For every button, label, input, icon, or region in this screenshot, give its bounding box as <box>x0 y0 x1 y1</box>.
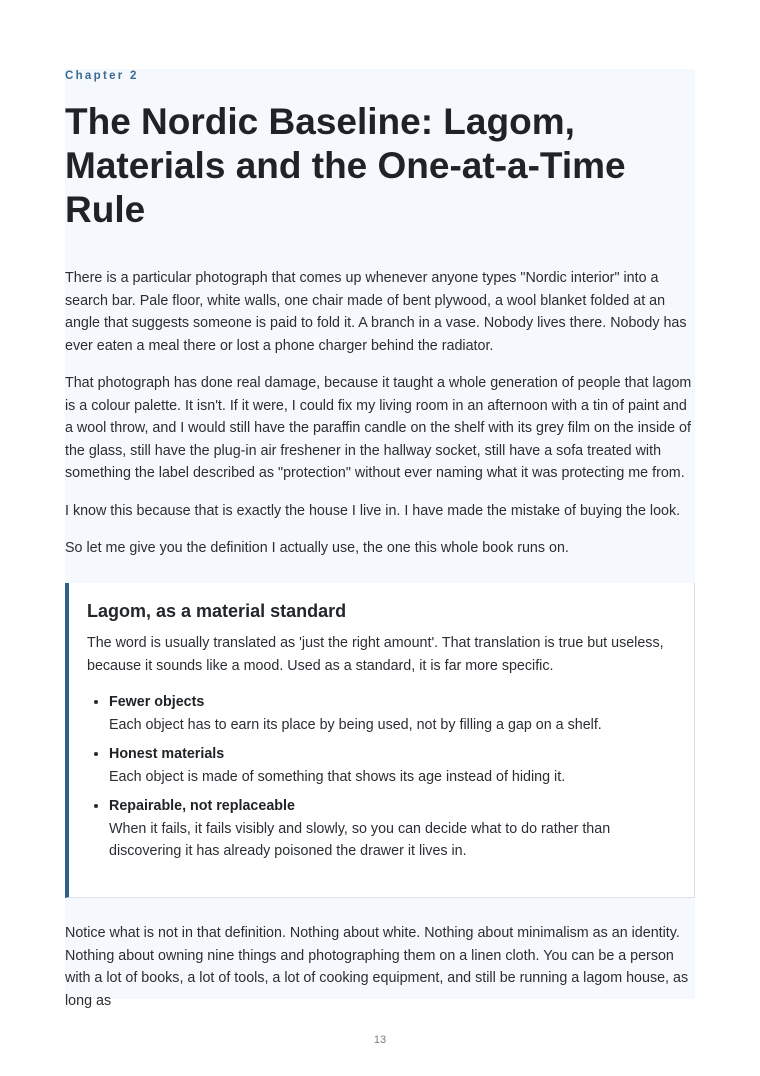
paragraph: There is a particular photograph that comes up whenever anyone types "Nordic interior" into a search bar. Pale floor, white walls, one chair made of bent plywood, a wool blanket folded at an angle that suggests someone is paid to fold it. A branch in a vase. Nobody lives there. Nobody has ever eaten a meal there or lost a phone charger behind the radiator. <box>65 270 687 354</box>
list-item-title: • Honest materials <box>109 746 225 762</box>
page-number: 13 <box>373 1034 387 1046</box>
continuation-text <box>65 922 695 1027</box>
paragraph: That photograph has done real damage, because it taught a whole generation of people that lagom is a colour palette. It isn't. If it were, I could fix my living room in an afternoon with a tin of paint and a wool throw, and I would still have the paraffin candle on the shelf with its grey film on the inside of the glass, still have the plug-in air freshener in the hallway socket, still have a sofa treated with something the label described as "protection" without ever naming what it was protecting me from. <box>65 375 692 481</box>
content-area <box>65 69 695 1009</box>
paragraph: So let me give you the definition I actually use, the one this whole book runs on. <box>65 540 569 556</box>
list-item-description: Each object is made of something that shows its age instead of hiding it. <box>109 768 566 785</box>
callout-intro: The word is usually translated as 'just the right amount'. That translation is true but useless, because it sounds like a mood. Used as a standard, it is far more specific. <box>87 635 664 674</box>
list-item-description: Each object has to earn its place by being used, not by filling a gap on a shelf. <box>109 716 602 733</box>
body-text <box>65 267 695 575</box>
callout-box <box>65 583 695 898</box>
paragraph: Notice what is not in that definition. Nothing about white. Nothing about minimalism as an identity. Nothing about owning nine things and photographing them on a linen cloth. You can be a person with a lot of books, a lot of tools, a lot of cooking equipment, and still be running a lagom house, as long as <box>65 925 689 1009</box>
paragraph: I know this because that is exactly the house I live in. I have made the mistake of buying the look. <box>65 502 681 519</box>
list-item <box>109 691 676 736</box>
chapter-label: Chapter 2 <box>65 70 139 82</box>
list-item-description: When it fails, it fails visibly and slowly, so you can decide what to do rather than discovering it has already poisoned the drawer it lives in. <box>109 820 611 859</box>
list-item <box>109 795 676 863</box>
callout-title: Lagom, as a material standard <box>87 601 347 621</box>
list-item-title: • Fewer objects <box>109 694 205 710</box>
list-item <box>109 743 676 788</box>
callout-list <box>87 691 676 863</box>
list-item-title: • Repairable, not replaceable <box>109 798 295 814</box>
chapter-title: The Nordic Baseline: Lagom, Materials and the One-at-a-Time Rule <box>65 101 626 230</box>
